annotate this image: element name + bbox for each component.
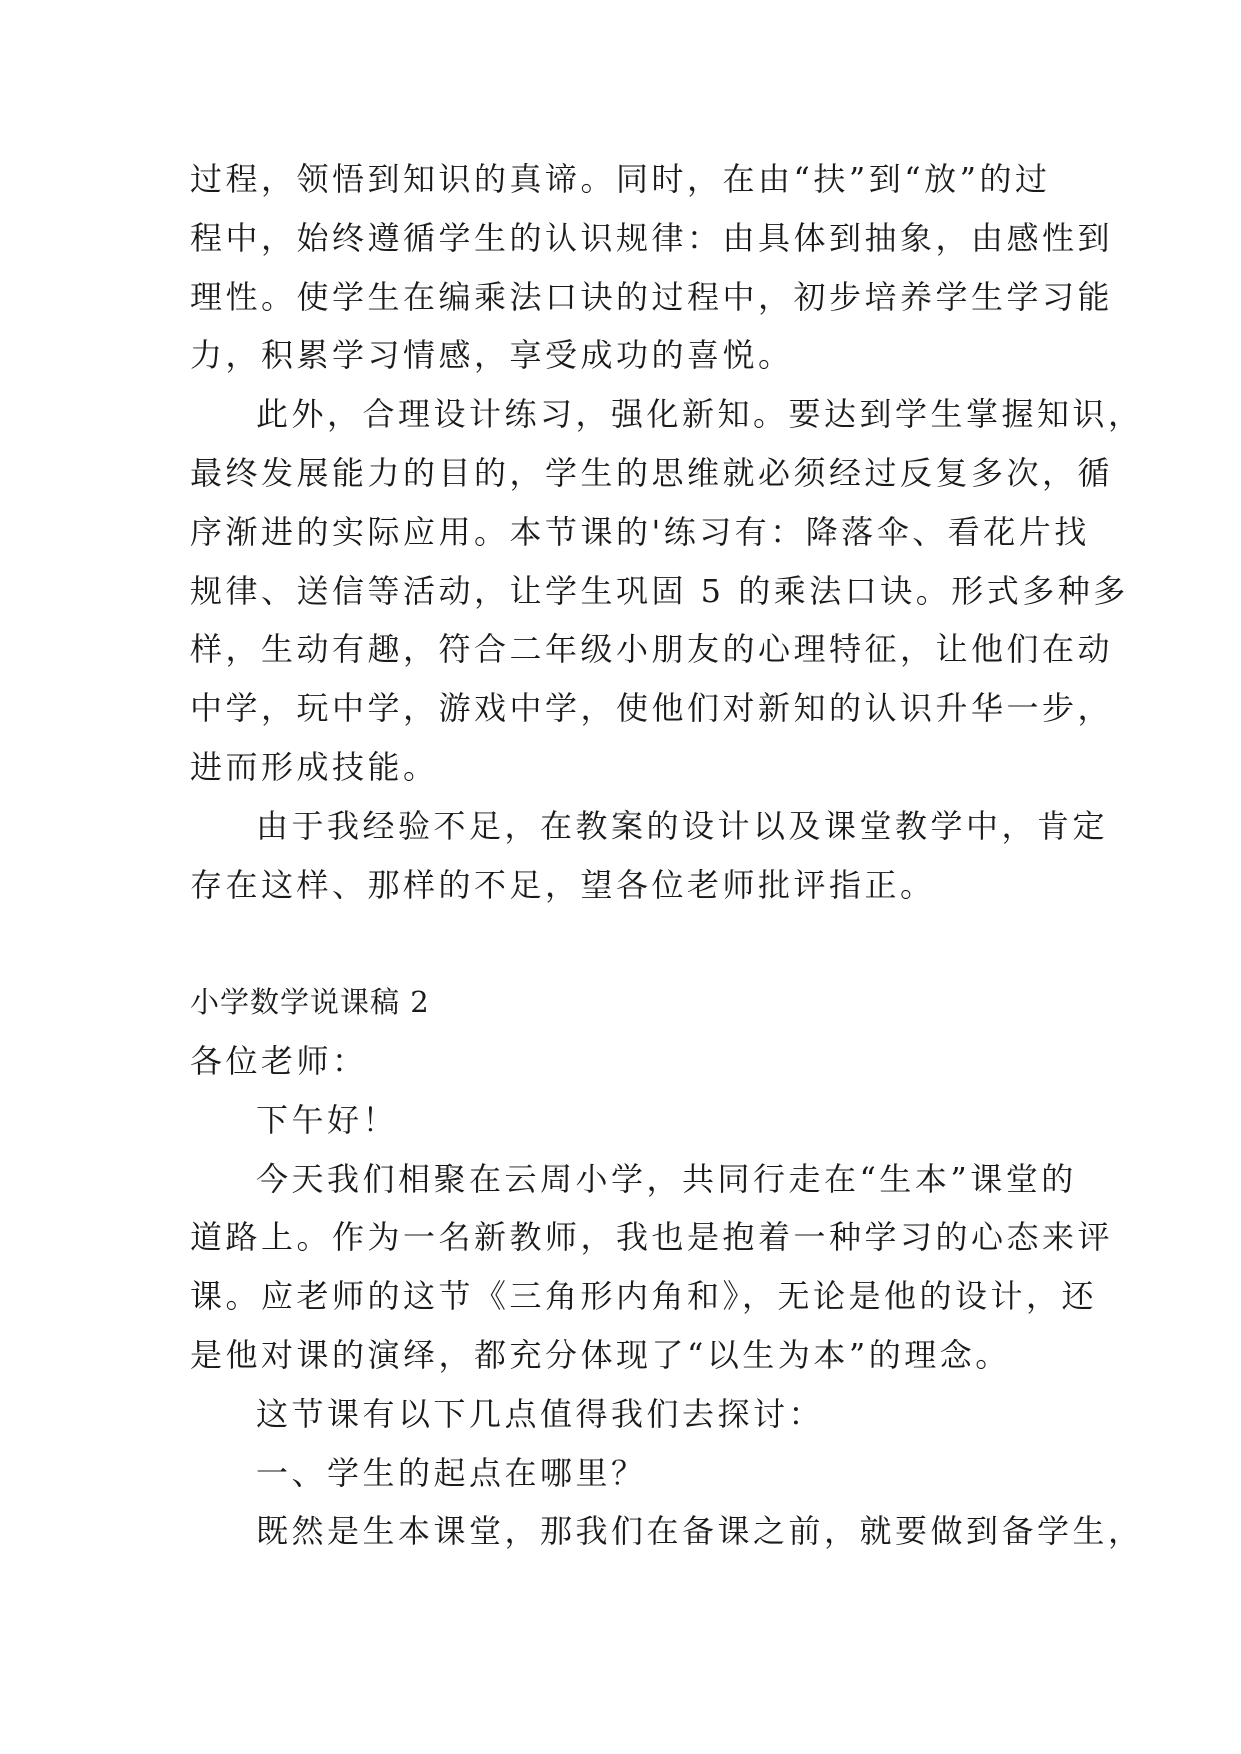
document-body: [190, 150, 1144, 1561]
text-line: 存在这样、那样的不足，望各位老师批评指正。: [190, 865, 936, 904]
text-line: 课。应老师的这节《三角形内角和》，无论是他的设计，还: [190, 1277, 1098, 1316]
text-line: 过程，领悟到知识的真谛。同时，在由“扶”到“放”的过: [190, 160, 1051, 198]
text-line: 道路上。作为一名新教师，我也是抱着一种学习的心态来评: [190, 1218, 1114, 1257]
text-line: 中学，玩中学，游戏中学，使他们对新知的认识升华一步，: [190, 689, 1114, 728]
text-line: 既然是生本课堂，那我们在备课之前，就要做到备学生，: [256, 1512, 1144, 1551]
text-line: 最终发展能力的目的，学生的思维就必须经过反复多次，循: [190, 453, 1114, 492]
text-line: 理性。使学生在编乘法口诀的过程中，初步培养学生学习能: [190, 277, 1114, 316]
text-line: 今天我们相聚在云周小学，共同行走在“生本”课堂的: [256, 1159, 1077, 1198]
paragraph-block: [190, 1032, 1144, 1561]
paragraph-block: [190, 150, 1144, 914]
text-line: 各位老师：: [190, 1041, 368, 1080]
text-line: 程中，始终遵循学生的认识规律：由具体到抽象，由感性到: [190, 218, 1114, 257]
section-heading: 小学数学说课稿 2: [190, 985, 430, 1020]
text-line: 由于我经验不足，在教案的设计以及课堂教学中，肯定: [256, 806, 1109, 845]
text-line: 样，生动有趣，符合二年级小朋友的心理特征，让他们在动: [190, 630, 1114, 669]
text-line: 此外，合理设计练习，强化新知。要达到学生掌握知识，: [256, 395, 1144, 434]
text-line: 力，积累学习情感，享受成功的喜悦。: [190, 336, 794, 375]
text-line: 这节课有以下几点值得我们去探讨：: [256, 1394, 825, 1433]
text-line: 进而形成技能。: [190, 747, 439, 786]
section-gap: [190, 914, 1050, 973]
text-line: 规律、送信等活动，让学生巩固 5 的乘法口诀。形式多种多: [190, 571, 1129, 610]
text-line: 下午好！: [256, 1100, 399, 1139]
text-line: 是他对课的演绎，都充分体现了“以生为本”的理念。: [190, 1335, 1011, 1374]
text-line: 一、学生的起点在哪里？: [256, 1453, 647, 1492]
text-line: 序渐进的实际应用。本节课的'练习有：降落伞、看花片找: [190, 512, 1090, 551]
